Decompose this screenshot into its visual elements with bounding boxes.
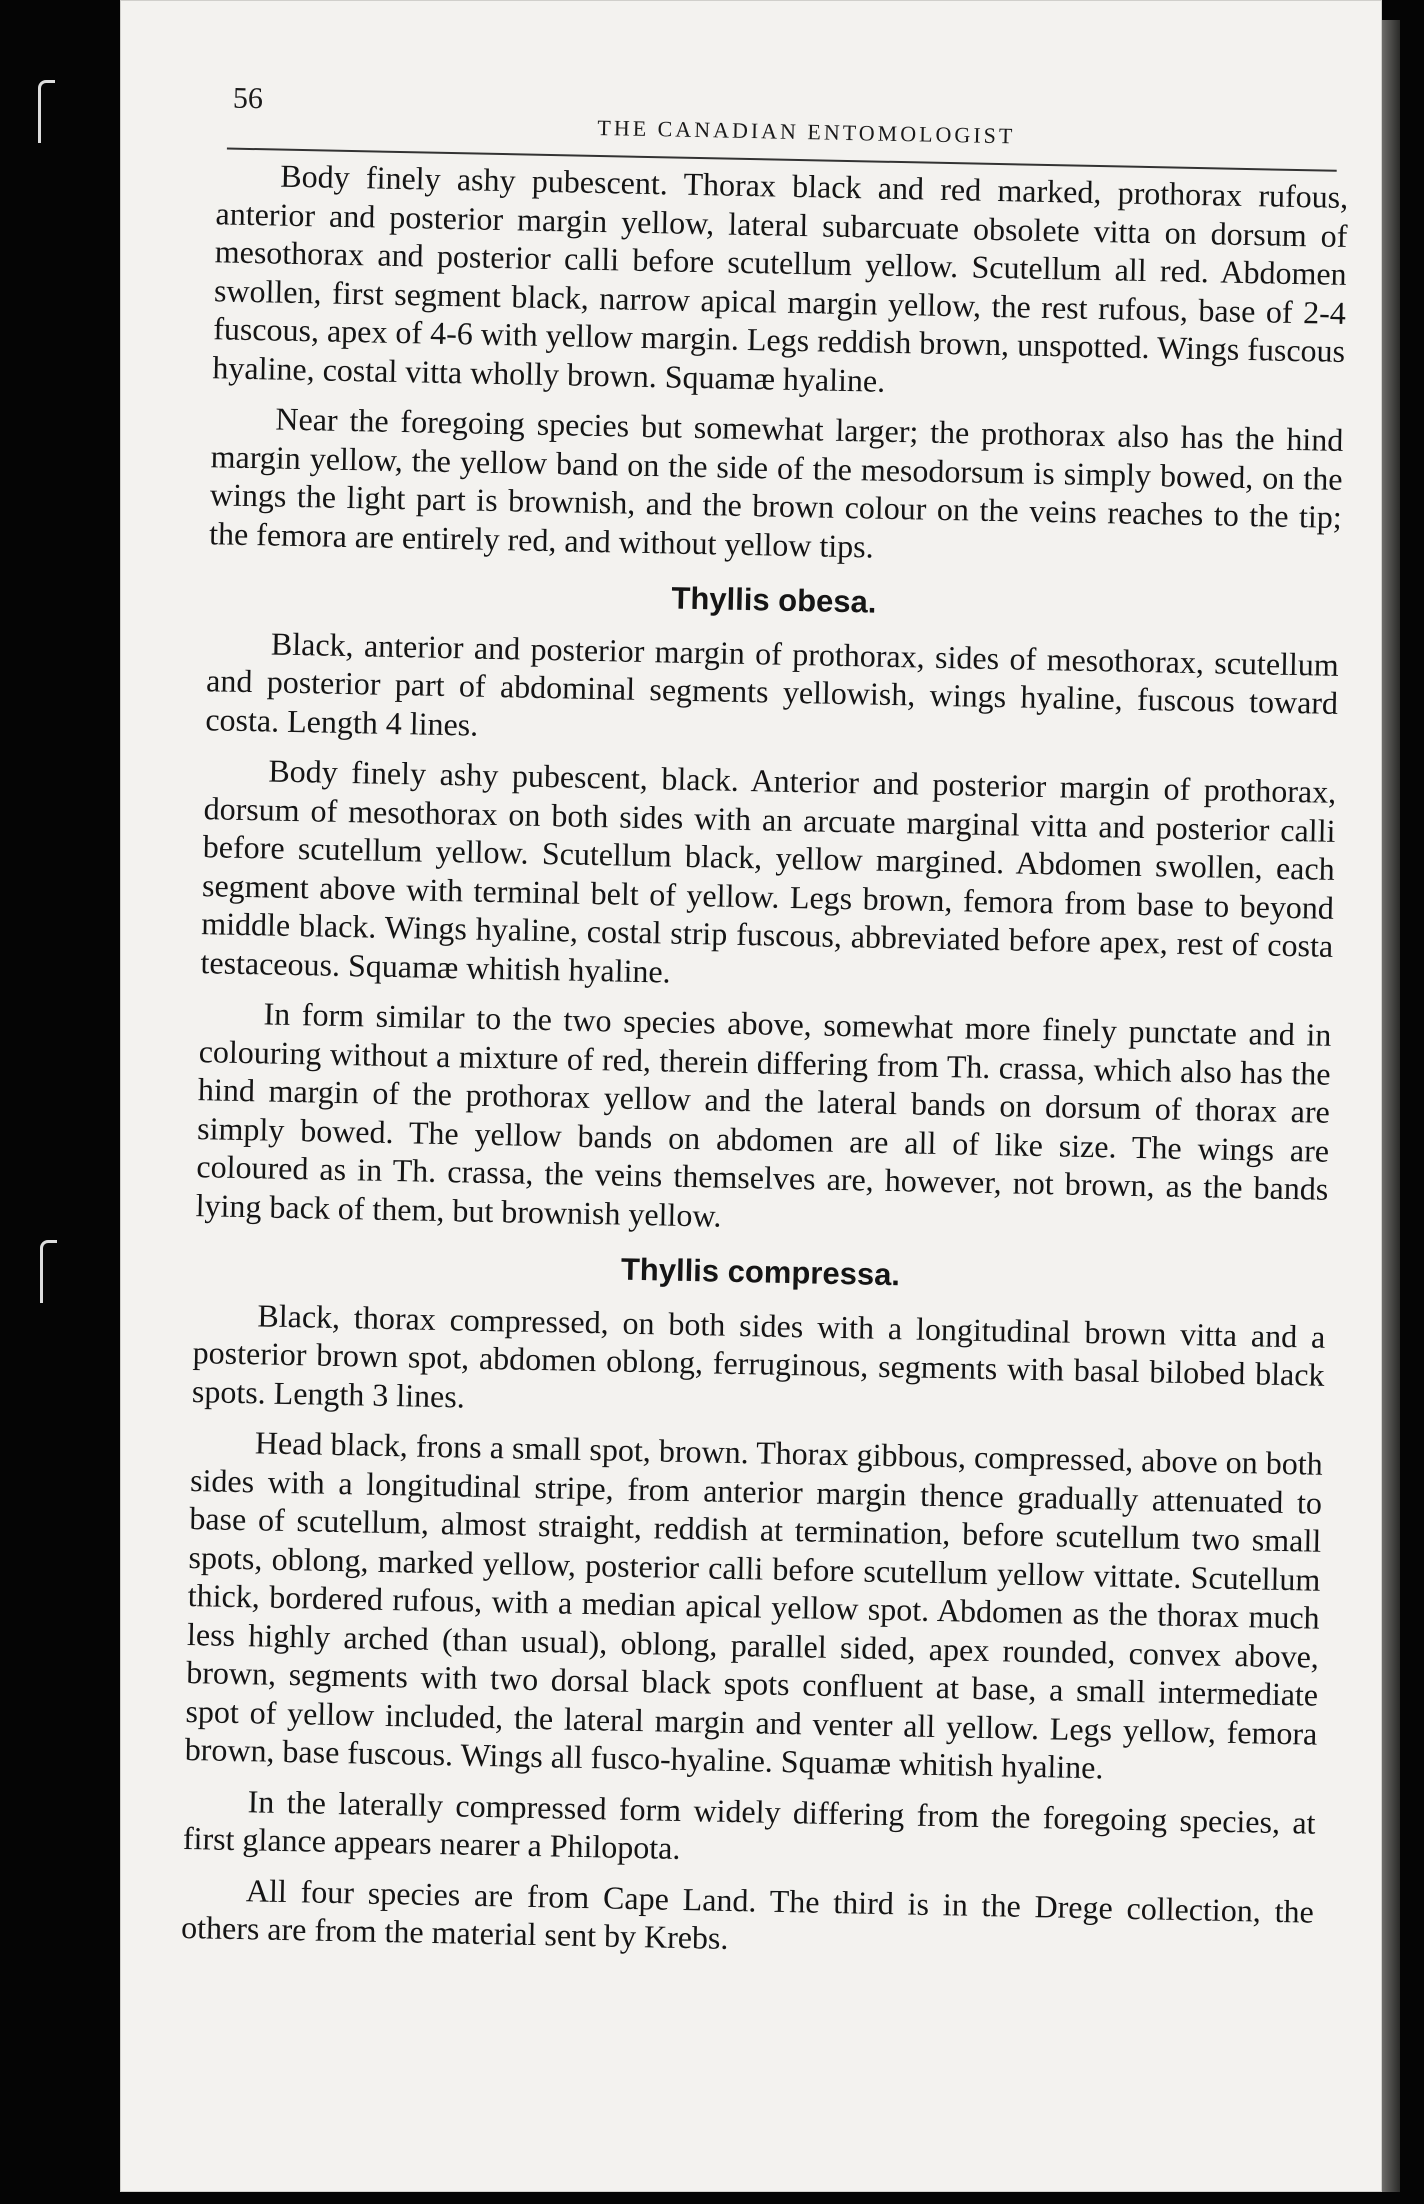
body-text — [181, 155, 1349, 1981]
paragraph-compressa-diagnosis: Black, thorax compressed, on both sides with a longitudinal brown vitta and a posterior brown spot, abdomen oblong, ferruginous, segments with basal bilobed black spots. Length 3 lines. — [191, 1296, 1326, 1415]
species-heading-compressa: Thyllis compressa. — [620, 1251, 901, 1293]
paragraph-description: Body finely ashy pubescent. Thorax black and red marked, prothorax rufous, anterior and posterior margin yellow, lateral subarcuate obsolete vitta on dorsum of mesothorax and posterior calli before scutellum yellow. Scutellum all red. Abdomen swollen, first segment black, narrow apical margin yellow, the rest rufous, base of 2-4 fuscous, apex of 4-6 with yellow margin. Legs reddish brown, unspotted. Wings fuscous hyaline, costal vitta wholly brown. Squamæ hyaline. — [212, 157, 1349, 399]
paragraph-compressa-description: Head black, frons a small spot, brown. Thorax gibbous, compressed, above on both sides with a longitudinal stripe, from anterior margin thence gradually attenuated to base of scutellum, almost straight, reddish at termination, before scutellum two small spots, oblong, marked yellow, posterior calli before scutellum yellow vittate. Scutellum thick, bordered rufous, with a median apical yellow spot. Abdomen as the thorax much less highly arched (than usual), oblong, parallel sided, apex rounded, convex above, brown, segments with two dorsal black spots confluent at base, a small intermediate spot of yellow included, the lateral margin and venter all yellow. Legs yellow, femora brown, base fuscous. Wings all fusco-hyaline. Squamæ whitish hyaline. — [184, 1424, 1324, 1786]
paragraph-obesa-comparison: In form similar to the two species above, somewhat more finely punctate and in colouring without a mixture of red, therein differing from Th. crassa, which also has the hind margin of the prothorax yellow and the lateral bands on dorsum of thorax are simply bowed. The yellow bands on abdomen are all of like size. The wings are coloured as in Th. crassa, the veins themselves are, however, not brown, as the bands lying back of them, but brownish yellow. — [195, 995, 1332, 1234]
paragraph-compressa-comparison: In the laterally compressed form widely differing from the foregoing species, at first glance appears nearer a Philopota. — [182, 1782, 1316, 1866]
paragraph-provenance: All four species are from Cape Land. The third is in the Drege collection, the others are from the material sent by Krebs. — [180, 1871, 1315, 1956]
paragraph-comparison: Near the foregoing species but somewhat larger; the prothorax also has the hind margin yellow, the yellow band on the side of the mesodorsum is simply bowed, on the wings the light part is brownish, and the brown colour on the veins reaches to the tip; the femora are entirely red, and without yellow tips. — [208, 400, 1344, 565]
book-page — [120, 0, 1382, 2192]
paragraph-obesa-diagnosis: Black, anterior and posterior margin of prothorax, sides of mesothorax, scutellum and posterior part of abdominal segments yellowish, wings hyaline, fuscous toward costa. Length 4 lines. — [205, 624, 1340, 743]
page-content — [76, 0, 1382, 2204]
page-number: 56 — [232, 81, 264, 116]
species-heading-obesa: Thyllis obesa. — [671, 580, 877, 620]
scan-artifact — [40, 1240, 57, 1303]
running-head: THE CANADIAN ENTOMOLOGIST — [597, 114, 1016, 149]
paragraph-obesa-description: Body finely ashy pubescent, black. Anterior and posterior margin of prothorax, dorsum of mesothorax on both sides with an arcuate marginal vitta and posterior calli before scutellum yellow. Scutellum black, yellow margined. Abdomen swollen, each segment above with terminal belt of yellow. Legs brown, femora from base to beyond middle black. Wings hyaline, costal strip fuscous, abbreviated before apex, rest of costa testaceous. Squamæ whitish hyaline. — [200, 752, 1337, 990]
page-edge-shadow — [1382, 20, 1400, 2192]
scan-artifact — [38, 80, 55, 143]
